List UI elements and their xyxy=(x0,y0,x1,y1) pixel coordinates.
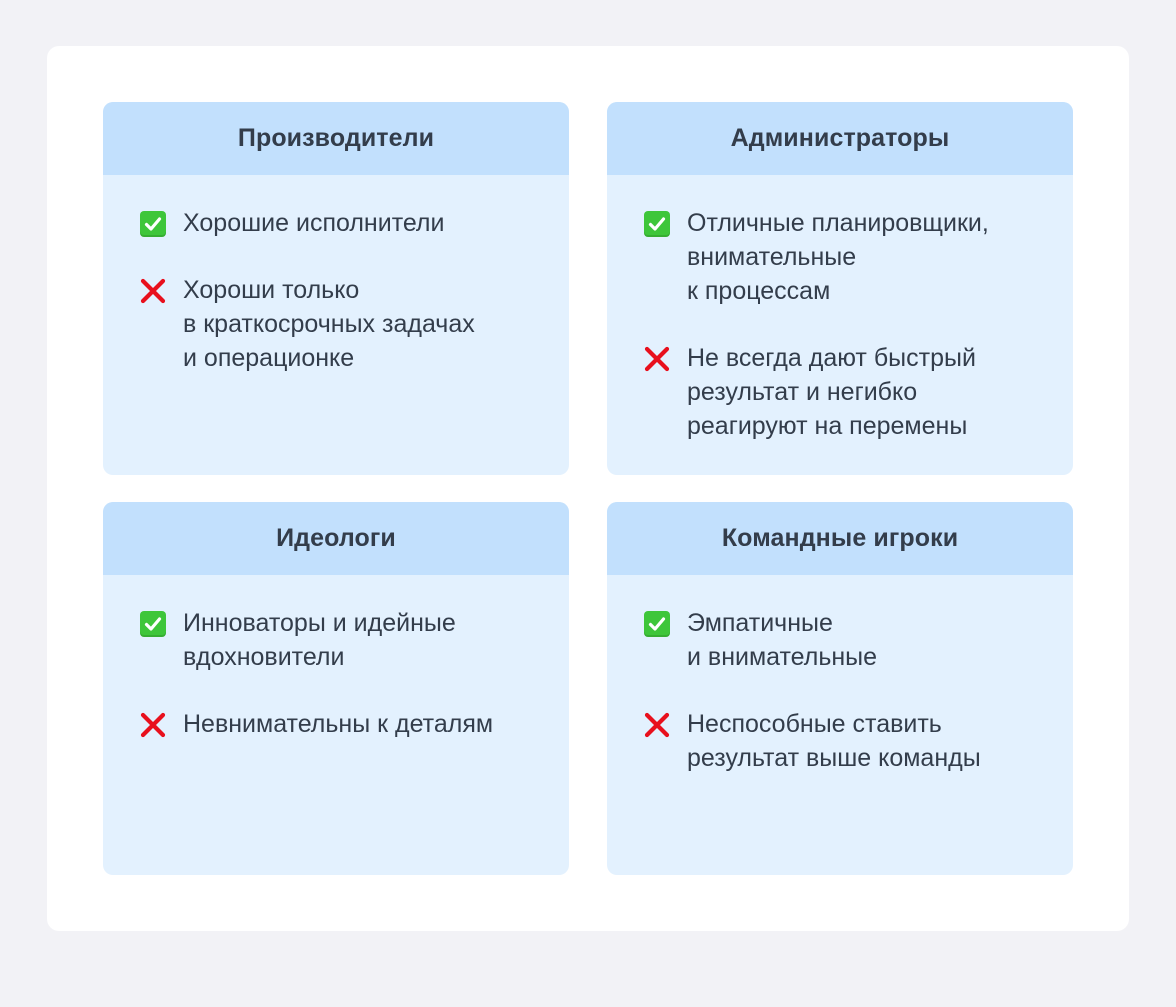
content-panel xyxy=(47,46,1129,931)
pro-text: Эмпатичные и внимательные xyxy=(687,609,878,671)
check-mark-icon xyxy=(139,210,167,238)
pro-item xyxy=(643,206,1053,308)
roles-grid xyxy=(103,102,1073,875)
card-body xyxy=(607,575,1073,775)
role-card-team-players xyxy=(607,502,1073,875)
check-mark-icon xyxy=(139,610,167,638)
pro-text: Хорошие исполнители xyxy=(183,209,445,237)
con-text: Невнимательны к деталям xyxy=(183,710,494,738)
pro-text: Инноваторы и идейные вдохновители xyxy=(183,609,456,671)
card-title: Администраторы xyxy=(607,102,1073,175)
role-card-administrators xyxy=(607,102,1073,475)
pro-text: Отличные планировщики, внимательные к процессам xyxy=(687,209,989,305)
role-card-producers xyxy=(103,102,569,475)
con-item xyxy=(643,707,1053,775)
con-item xyxy=(139,707,549,741)
role-card-ideologists xyxy=(103,502,569,875)
pro-item xyxy=(643,606,1053,674)
con-item xyxy=(139,273,549,375)
cross-mark-icon xyxy=(643,345,671,373)
check-mark-icon xyxy=(643,210,671,238)
card-body xyxy=(103,575,569,741)
con-text: Хороши только в краткосрочных задачах и операционке xyxy=(183,276,475,372)
con-item xyxy=(643,341,1053,443)
pro-item xyxy=(139,606,549,674)
card-body xyxy=(607,175,1073,443)
con-text: Не всегда дают быстрый результат и негибко реагируют на перемены xyxy=(687,344,976,440)
cross-mark-icon xyxy=(139,277,167,305)
check-mark-icon xyxy=(643,610,671,638)
card-title: Идеологи xyxy=(103,502,569,575)
pro-item xyxy=(139,206,549,240)
card-body xyxy=(103,175,569,375)
card-title: Командные игроки xyxy=(607,502,1073,575)
cross-mark-icon xyxy=(643,711,671,739)
con-text: Неспособные ставить результат выше команды xyxy=(687,710,981,772)
card-title: Производители xyxy=(103,102,569,175)
cross-mark-icon xyxy=(139,711,167,739)
